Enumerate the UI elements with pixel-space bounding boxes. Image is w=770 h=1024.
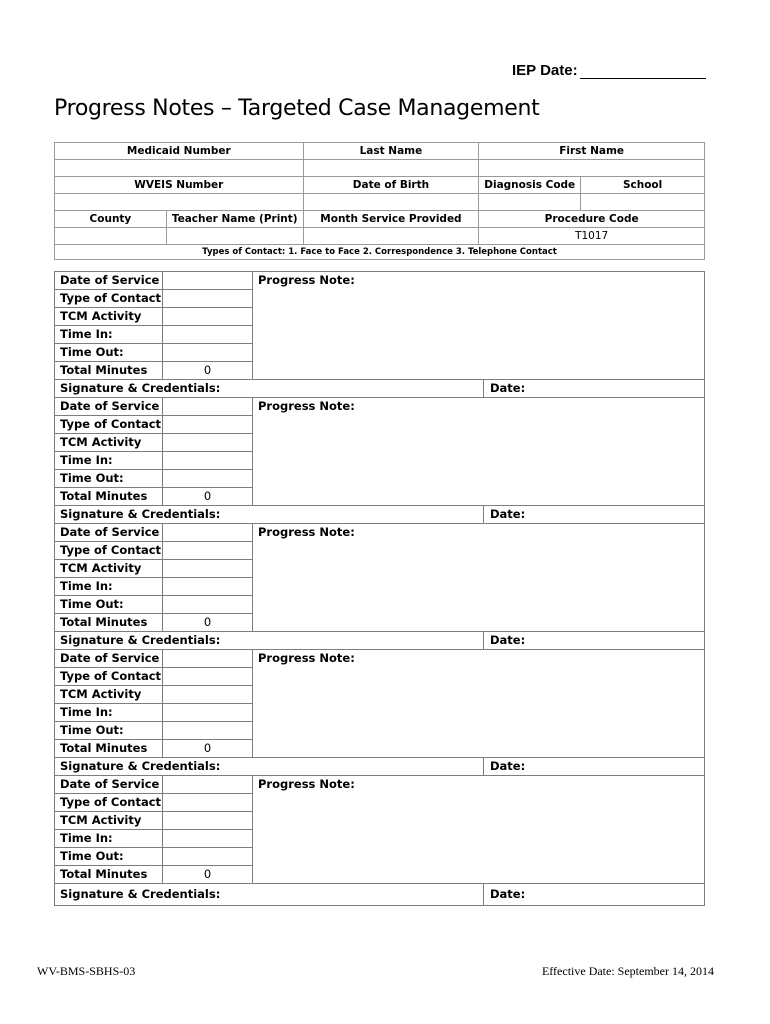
signature-date-label: Date: [490,633,526,647]
school-label: School [581,177,705,194]
date-of-service-label: Date of Service [55,398,163,416]
medicaid-number-label: Medicaid Number [55,143,304,160]
date-of-service-input[interactable] [163,650,253,668]
signature-label: Signature & Credentials: [60,887,221,901]
date-of-service-label: Date of Service [55,650,163,668]
signature-date-label: Date: [490,381,526,395]
type-of-contact-label: Type of Contact [55,416,163,434]
progress-note-label: Progress Note: [258,399,355,413]
type-of-contact-input[interactable] [163,668,253,686]
date-of-service-label: Date of Service [55,776,163,794]
iep-date-line[interactable] [580,64,706,79]
progress-note-field[interactable] [253,524,705,632]
time-in-label: Time In: [55,704,163,722]
time-out-label: Time Out: [55,722,163,740]
signature-date-label: Date: [490,507,526,521]
type-of-contact-label: Type of Contact [55,668,163,686]
time-in-label: Time In: [55,830,163,848]
signature-label: Signature & Credentials: [60,759,221,773]
progress-note-label: Progress Note: [258,273,355,287]
last-name-input[interactable] [303,160,479,177]
type-of-contact-label: Type of Contact [55,290,163,308]
time-in-input[interactable] [163,452,253,470]
time-out-label: Time Out: [55,344,163,362]
time-out-label: Time Out: [55,470,163,488]
type-of-contact-input[interactable] [163,416,253,434]
date-of-service-label: Date of Service [55,272,163,290]
tcm-activity-label: TCM Activity [55,434,163,452]
first-name-input[interactable] [479,160,705,177]
date-of-birth-input[interactable] [303,194,479,211]
time-out-input[interactable] [163,596,253,614]
signature-field[interactable] [55,506,484,524]
tcm-activity-label: TCM Activity [55,308,163,326]
iep-date-label: IEP Date: [512,62,578,79]
signature-date-field[interactable] [484,380,705,398]
signature-date-label: Date: [490,887,526,901]
time-in-input[interactable] [163,326,253,344]
time-out-input[interactable] [163,470,253,488]
signature-row [55,380,705,398]
procedure-code-label: Procedure Code [479,211,705,228]
diagnosis-code-label: Diagnosis Code [479,177,581,194]
tcm-activity-input[interactable] [163,560,253,578]
time-in-label: Time In: [55,326,163,344]
total-minutes-label: Total Minutes [55,488,163,506]
time-in-input[interactable] [163,578,253,596]
time-out-label: Time Out: [55,848,163,866]
time-out-input[interactable] [163,848,253,866]
teacher-name-label: Teacher Name (Print) [166,211,303,228]
tcm-activity-label: TCM Activity [55,686,163,704]
time-out-input[interactable] [163,722,253,740]
client-info-table [54,142,705,260]
signature-row [55,884,705,906]
date-of-service-input[interactable] [163,398,253,416]
signature-row [55,758,705,776]
iep-date-field[interactable] [512,62,706,79]
total-minutes-label: Total Minutes [55,614,163,632]
county-label: County [55,211,167,228]
wveis-number-input[interactable] [55,194,304,211]
progress-notes-table [54,271,705,906]
signature-field[interactable] [55,758,484,776]
total-minutes-input[interactable]: 0 [163,614,253,632]
total-minutes-label: Total Minutes [55,866,163,884]
signature-field[interactable] [55,632,484,650]
signature-date-field[interactable] [484,506,705,524]
total-minutes-input[interactable]: 0 [163,740,253,758]
progress-note-field[interactable] [253,398,705,506]
date-of-service-input[interactable] [163,776,253,794]
time-in-label: Time In: [55,452,163,470]
last-name-label: Last Name [303,143,479,160]
progress-note-label: Progress Note: [258,777,355,791]
effective-date: Effective Date: September 14, 2014 [541,964,714,978]
school-input[interactable] [581,194,705,211]
signature-field[interactable] [55,884,484,906]
type-of-contact-input[interactable] [163,794,253,812]
type-of-contact-input[interactable] [163,290,253,308]
total-minutes-input[interactable]: 0 [163,488,253,506]
type-of-contact-label: Type of Contact [55,794,163,812]
signature-label: Signature & Credentials: [60,381,221,395]
signature-label: Signature & Credentials: [60,633,221,647]
teacher-name-input[interactable] [166,228,303,245]
entry-row [55,776,705,794]
entry-row [55,272,705,290]
signature-field[interactable] [55,380,484,398]
total-minutes-label: Total Minutes [55,362,163,380]
tcm-activity-label: TCM Activity [55,812,163,830]
tcm-activity-input[interactable] [163,686,253,704]
progress-note-field[interactable] [253,650,705,758]
county-input[interactable] [55,228,167,245]
total-minutes-input[interactable]: 0 [163,866,253,884]
time-out-input[interactable] [163,344,253,362]
date-of-birth-label: Date of Birth [303,177,479,194]
date-of-service-input[interactable] [163,272,253,290]
progress-note-label: Progress Note: [258,651,355,665]
entry-row [55,398,705,416]
total-minutes-input[interactable]: 0 [163,362,253,380]
month-service-label: Month Service Provided [303,211,479,228]
signature-date-field[interactable] [484,632,705,650]
time-in-input[interactable] [163,704,253,722]
diagnosis-code-input[interactable] [479,194,581,211]
date-of-service-input[interactable] [163,524,253,542]
time-out-label: Time Out: [55,596,163,614]
signature-row [55,506,705,524]
type-of-contact-input[interactable] [163,542,253,560]
types-of-contact-legend: Types of Contact: 1. Face to Face 2. Correspondence 3. Telephone Contact [55,245,705,260]
progress-note-field[interactable] [253,776,705,884]
total-minutes-label: Total Minutes [55,740,163,758]
time-in-input[interactable] [163,830,253,848]
tcm-activity-input[interactable] [163,812,253,830]
signature-label: Signature & Credentials: [60,507,221,521]
signature-date-field[interactable] [484,884,705,906]
entry-row [55,524,705,542]
time-in-label: Time In: [55,578,163,596]
wveis-number-label: WVEIS Number [55,177,304,194]
signature-row [55,632,705,650]
medicaid-number-input[interactable] [55,160,304,177]
progress-note-label: Progress Note: [258,525,355,539]
date-of-service-label: Date of Service [55,524,163,542]
form-id: WV-BMS-SBHS-03 [37,964,136,978]
entry-row [55,650,705,668]
type-of-contact-label: Type of Contact [55,542,163,560]
procedure-code-value: T1017 [479,228,705,245]
first-name-label: First Name [479,143,705,160]
tcm-activity-label: TCM Activity [55,560,163,578]
signature-date-label: Date: [490,759,526,773]
tcm-activity-input[interactable] [163,434,253,452]
page-title: Progress Notes – Targeted Case Management [54,96,540,121]
progress-note-field[interactable] [253,272,705,380]
tcm-activity-input[interactable] [163,308,253,326]
signature-date-field[interactable] [484,758,705,776]
month-service-input[interactable] [303,228,479,245]
